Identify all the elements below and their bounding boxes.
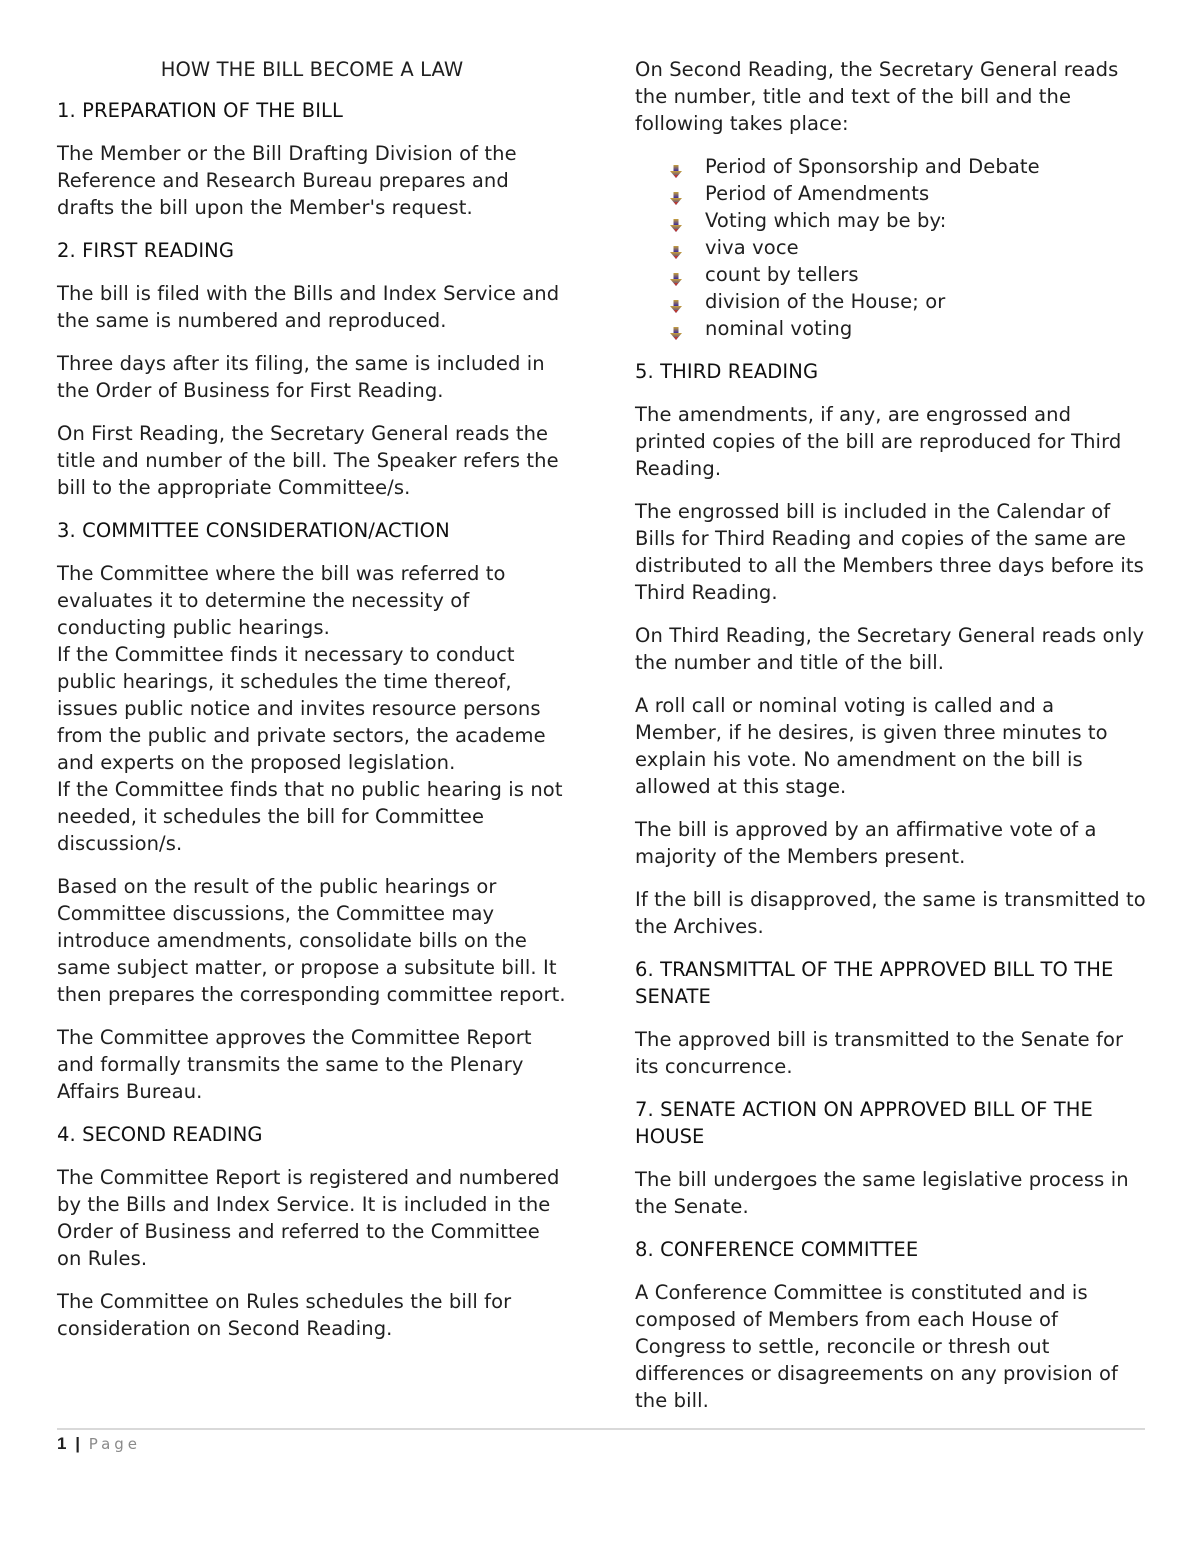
document-title: HOW THE BILL BECOME A LAW: [160, 58, 464, 81]
page-number: 1: [57, 1434, 67, 1453]
section-heading-senate-action: 7. SENATE ACTION ON APPROVED BILL OF THE HOUSE: [635, 1098, 1093, 1148]
second-reading-bullet-list: [635, 153, 1147, 342]
paragraph: Three days after its filing, the same is included in the Order of Business for First Reading.: [57, 352, 545, 402]
list-item-text: Voting which may be by:: [705, 209, 947, 232]
down-arrow-icon: [669, 159, 683, 173]
down-arrow-icon: [669, 294, 683, 308]
down-arrow-icon: [669, 321, 683, 335]
section-heading-transmittal: 6. TRANSMITTAL OF THE APPROVED BILL TO THE SENATE: [635, 958, 1114, 1008]
list-item: [705, 315, 1147, 342]
page-label: Page: [88, 1435, 142, 1453]
paragraph: A roll call or nominal voting is called and a Member, if he desires, is given three minutes to explain his vote. No amendment on the bill is allowed at this stage.: [635, 694, 1108, 798]
list-item-text: viva voce: [705, 236, 799, 259]
list-item: [705, 234, 1147, 261]
down-arrow-icon: [669, 186, 683, 200]
paragraph: The Committee Report is registered and numbered by the Bills and Index Service. It is included in the Order of Business and referred to the Committee on Rules.: [57, 1166, 560, 1270]
paragraph: The amendments, if any, are engrossed and printed copies of the bill are reproduced for Third Reading.: [635, 403, 1122, 480]
down-arrow-icon: [669, 267, 683, 281]
paragraph: The bill undergoes the same legislative process in the Senate.: [635, 1168, 1129, 1218]
paragraph: If the bill is disapproved, the same is transmitted to the Archives.: [635, 888, 1146, 938]
section-heading-third-reading: 5. THIRD READING: [635, 360, 819, 383]
paragraph: The bill is filed with the Bills and Index Service and the same is numbered and reproduced.: [57, 282, 560, 332]
paragraph: The engrossed bill is included in the Calendar of Bills for Third Reading and copies of the same are distributed to all the Members three days before its Third Reading.: [635, 500, 1144, 604]
list-item-text: Period of Amendments: [705, 182, 930, 205]
paragraph: If the Committee finds that no public hearing is not needed, it schedules the bill for Committee discussion/s.: [57, 778, 563, 855]
paragraph: A Conference Committee is constituted and is composed of Members from each House of Congress to settle, reconcile or thresh out differences or disagreements on any provision of the bill.: [635, 1281, 1118, 1412]
section-heading-committee-action: 3. COMMITTEE CONSIDERATION/ACTION: [57, 519, 450, 542]
footer-divider: [57, 1428, 1145, 1430]
right-column: [635, 56, 1147, 1430]
section-heading-first-reading: 2. FIRST READING: [57, 239, 235, 262]
paragraph: If the Committee finds it necessary to conduct public hearings, it schedules the time thereof, issues public notice and invites resource persons from the public and private sectors, the academe and experts on the proposed legislation.: [57, 643, 546, 774]
paragraph: On First Reading, the Secretary General reads the title and number of the bill. The Speaker refers the bill to the appropriate Committee/s.: [57, 422, 559, 499]
down-arrow-icon: [669, 213, 683, 227]
paragraph: The Member or the Bill Drafting Division of the Reference and Research Bureau prepares and drafts the bill upon the Member's request.: [57, 142, 517, 219]
paragraph: The Committee approves the Committee Report and formally transmits the same to the Plenary Affairs Bureau.: [57, 1026, 532, 1103]
section-heading-second-reading: 4. SECOND READING: [57, 1123, 263, 1146]
list-item-text: nominal voting: [705, 317, 853, 340]
paragraph: Based on the result of the public hearings or Committee discussions, the Committee may introduce amendments, consolidate bills on the same subject matter, or propose a subsitute bill. It then prepares the corresponding committee report.: [57, 875, 566, 1006]
list-item: [705, 288, 1147, 315]
down-arrow-icon: [669, 240, 683, 254]
footer-separator: |: [75, 1434, 80, 1453]
list-item-text: Period of Sponsorship and Debate: [705, 155, 1040, 178]
list-item: [705, 180, 1147, 207]
section-heading-conference-committee: 8. CONFERENCE COMMITTEE: [635, 1238, 919, 1261]
list-item: [705, 153, 1147, 180]
paragraph: The bill is approved by an affirmative vote of a majority of the Members present.: [635, 818, 1097, 868]
left-column: [57, 56, 567, 1358]
paragraph: The approved bill is transmitted to the Senate for its concurrence.: [635, 1028, 1124, 1078]
list-item-text: count by tellers: [705, 263, 859, 286]
paragraph: On Second Reading, the Secretary General reads the number, title and text of the bill and the following takes place:: [635, 58, 1119, 135]
list-item: [705, 207, 1147, 234]
section-heading-preparation: 1. PREPARATION OF THE BILL: [57, 99, 343, 122]
paragraph: On Third Reading, the Secretary General reads only the number and title of the bill.: [635, 624, 1145, 674]
paragraph: The Committee on Rules schedules the bill for consideration on Second Reading.: [57, 1290, 512, 1340]
list-item: [705, 261, 1147, 288]
list-item-text: division of the House; or: [705, 290, 946, 313]
paragraph: The Committee where the bill was referred to evaluates it to determine the necessity of conducting public hearings.: [57, 562, 506, 639]
page-footer: [57, 1434, 141, 1454]
